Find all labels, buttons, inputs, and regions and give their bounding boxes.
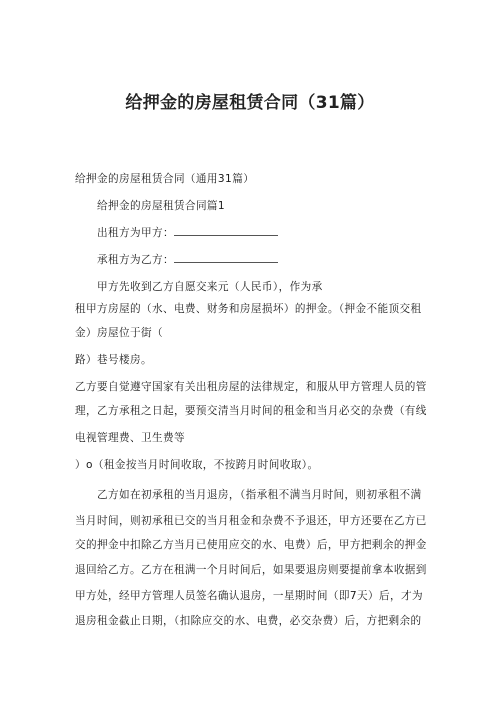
lessee-blank (174, 253, 278, 263)
paragraph-line: 甲方处，经甲方管理人员签名确认退房，一星期时间（即7天）后，才为 (75, 590, 423, 602)
paragraph-line: 退回给乙方。乙方在租满一个月时间后，如果要退房则要提前拿本收据到 (75, 564, 427, 576)
doc-heading: 给押金的房屋租赁合同（通用31篇） (75, 173, 255, 185)
paragraph-line: 乙方如在初承租的当月退房，（指承租不满当月时间，则初承租不满 (97, 489, 422, 501)
paragraph-line: 乙方要自觉遵守国家有关出租房屋的法律规定，和服从甲方管理人员的管 (75, 381, 427, 393)
paragraph-line: 租甲方房屋的（水、电费、财务和房屋损坏）的押金。（押金不能顶交租 (75, 303, 422, 315)
section-heading: 给押金的房屋租赁合同篇1 (97, 200, 226, 212)
lessor-blank (174, 226, 278, 236)
paragraph-line: 甲方先收到乙方自愿交来元（人民币），作为承 (97, 281, 323, 293)
paragraph-line: 电视管理费、卫生费等 (75, 432, 185, 444)
lessee-label: 承租方为乙方： (97, 254, 174, 266)
paragraph-line: 当月时间，则初承租已交的当月租金和杂费不予退还，甲方还要在乙方已 (75, 515, 427, 527)
paragraph-line: 理，乙方承租之日起，要预交清当月时间的租金和当月必交的杂费（有线 (75, 405, 427, 417)
lessor-label: 出租方为甲方： (97, 227, 174, 239)
paragraph-line: 退房租金截止日期，（扣除应交的水、电费，必交杂费）后，方把剩余的 (75, 615, 422, 627)
paragraph-line: ）o（租金按当月时间收取，不按跨月时间收取）。 (75, 459, 319, 471)
paragraph-line: 路）巷号楼房。 (75, 354, 152, 366)
lessor-line (97, 226, 457, 240)
paragraph-line: 交的押金中扣除乙方当月已使用应交的水、电费）后，甲方把剩余的押金 (75, 539, 427, 551)
lessee-line (97, 253, 457, 267)
paragraph-line: 金）房屋位于街（ (75, 327, 163, 339)
document-title: 给押金的房屋租赁合同（31篇） (125, 93, 375, 113)
